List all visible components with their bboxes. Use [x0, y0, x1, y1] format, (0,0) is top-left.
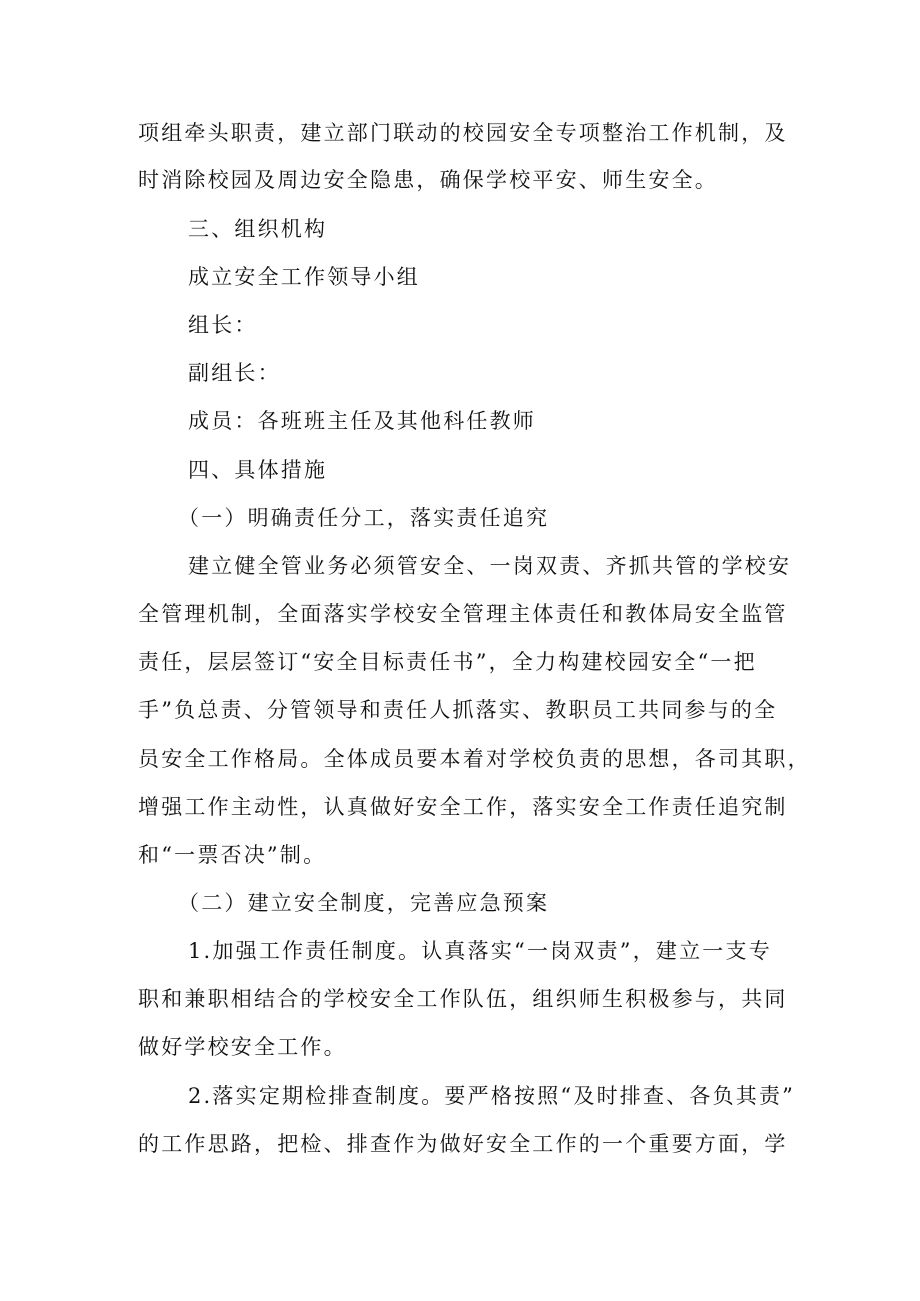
item-2-line-1: 2.落实定期检排查制度。要严格按照“及时排查、各负其责” [188, 1084, 796, 1108]
leadership-group-title: 成立安全工作领导小组 [188, 265, 420, 289]
group-leader-label: 组长： [188, 313, 258, 337]
item-1-line-1: 1.加强工作责任制度。认真落实“一岗双责”，建立一支专 [188, 939, 772, 963]
members-line: 成员：各班班主任及其他科任教师 [188, 409, 536, 433]
responsibility-paragraph-line-7: 和“一票否决”制。 [138, 843, 327, 867]
section-heading-measures: 四、具体措施 [188, 458, 328, 482]
responsibility-paragraph-line-3: 责任，层层签订“安全目标责任书”，全力构建校园安全“一把 [138, 650, 757, 674]
subheading-responsibility: （一）明确责任分工，落实责任追究 [178, 506, 550, 530]
responsibility-paragraph-line-6: 增强工作主动性，认真做好安全工作，落实安全工作责任追究制 [138, 795, 788, 819]
responsibility-paragraph-line-5: 员安全工作格局。全体成员要本着对学校负责的思想，各司其职， [138, 747, 811, 771]
item-1-line-2: 职和兼职相结合的学校安全工作队伍，组织师生积极参与，共同 [138, 987, 788, 1011]
item-2-line-2: 的工作思路，把检、排查作为做好安全工作的一个重要方面，学 [138, 1132, 788, 1156]
item-1-line-3: 做好学校安全工作。 [138, 1035, 347, 1059]
paragraph-1-line-2: 时消除校园及周边安全隐患，确保学校平安、师生安全。 [138, 168, 718, 192]
subheading-safety-system: （二）建立安全制度，完善应急预案 [178, 891, 550, 915]
section-heading-organization: 三、组织机构 [188, 217, 328, 241]
responsibility-paragraph-line-1: 建立健全管业务必须管安全、一岗双责、齐抓共管的学校安 [188, 554, 792, 578]
paragraph-1-line-1: 项组牵头职责，建立部门联动的校园安全专项整治工作机制，及 [138, 121, 788, 145]
responsibility-paragraph-line-4: 手”负总责、分管领导和责任人抓落实、教职员工共同参与的全 [138, 698, 778, 722]
responsibility-paragraph-line-2: 全管理机制，全面落实学校安全管理主体责任和教体局安全监管 [138, 602, 788, 626]
deputy-leader-label: 副组长： [188, 361, 281, 385]
